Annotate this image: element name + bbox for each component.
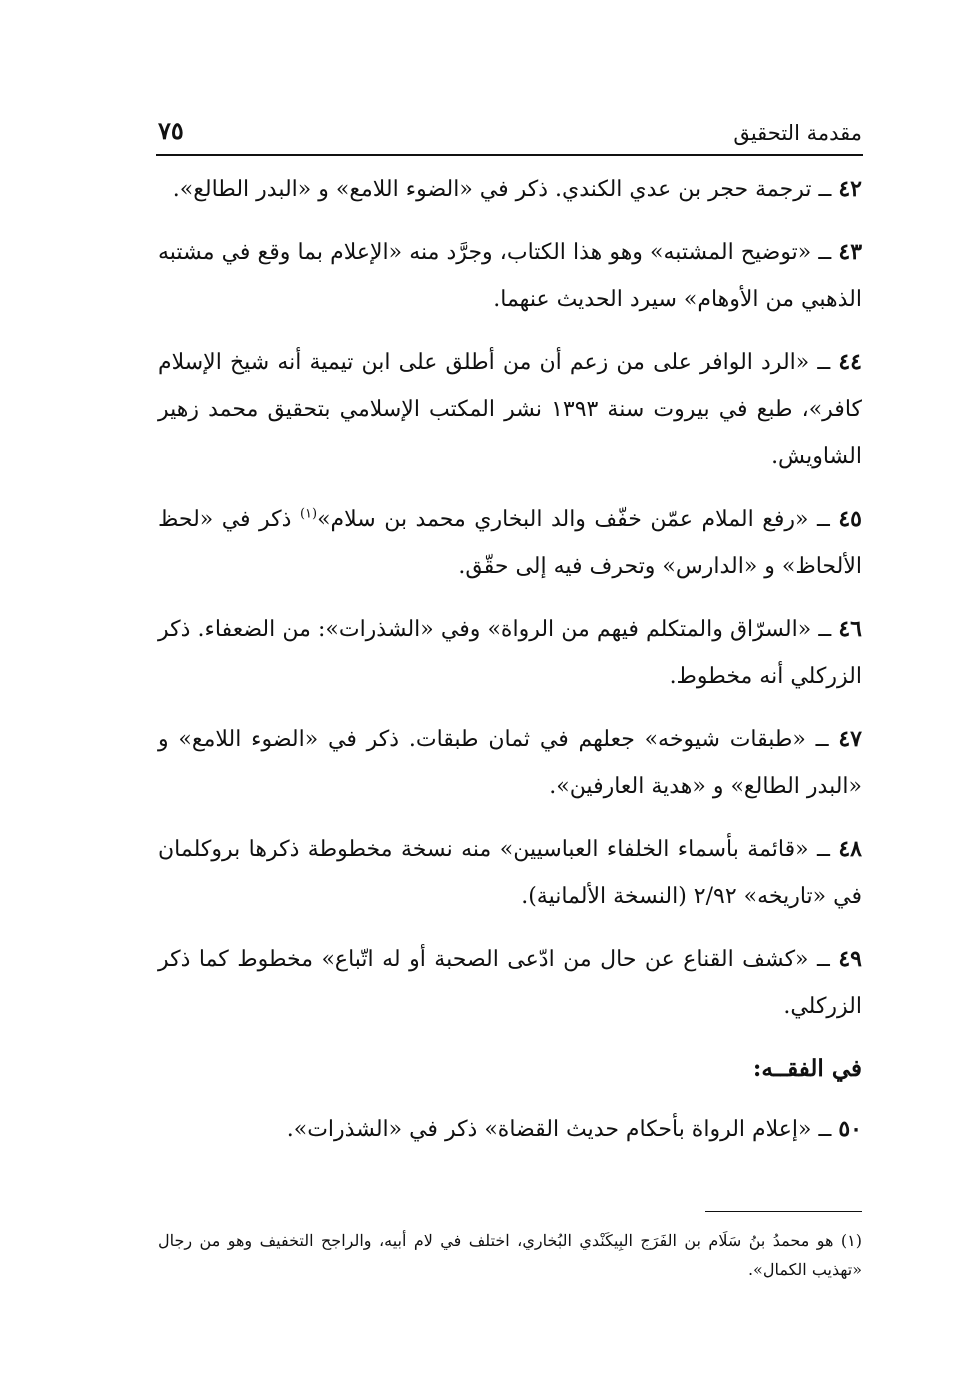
entry-48 xyxy=(158,826,862,920)
entry-number: ٥٠ xyxy=(838,1116,862,1142)
entry-44 xyxy=(158,339,862,480)
footnote xyxy=(158,1226,862,1284)
entry-42 xyxy=(158,166,862,213)
entry-number: ٤٣ xyxy=(838,239,863,265)
running-head xyxy=(158,112,862,152)
entry-text: ــ «توضيح المشتبه» وهو هذا الكتاب، وجرَّد منه «الإعلام بما وقع في مشتبه الذهبي من الأوهام» سيرد الحديث عنهما. xyxy=(158,240,862,312)
entry-number: ٤٥ xyxy=(838,506,862,532)
entry-text: ــ «السرّاق والمتكلم فيهم من الرواة» وفي «الشذرات»: من الضعفاء. ذكر الزركلي أنه مخطوط. xyxy=(158,617,862,689)
entry-text: ــ «الرد الوافر على من زعم أن من أطلق على ابن تيمية أنه شيخ الإسلام كافر»، طبع في بيروت سنة ١٣٩٣ نشر المكتب الإسلامي بتحقيق محمد زهير الشاويش. xyxy=(158,350,863,469)
main-text xyxy=(158,166,862,1169)
entry-number: ٤٧ xyxy=(838,726,862,752)
entry-number: ٤٦ xyxy=(838,616,862,642)
footnote-marker: (١) xyxy=(840,1231,862,1250)
entry-49 xyxy=(158,936,862,1030)
running-head-title: مقدمة التحقيق xyxy=(733,121,862,145)
entry-45 xyxy=(158,496,862,590)
entry-number: ٤٩ xyxy=(838,946,862,972)
entry-number: ٤٤ xyxy=(838,349,862,375)
entry-43 xyxy=(158,229,862,323)
entry-text: ــ «طبقات شيوخه» جعلهم في ثمان طبقات. ذكر في «الضوء اللامع» و «البدر الطالع» و «هدية العارفين». xyxy=(158,727,862,799)
entry-text: ــ «رفع الملام عمّن خفّف والد البخاري محمد بن سلام» xyxy=(317,507,830,532)
page-number: ٧٥ xyxy=(158,116,184,145)
footnote-text: هو محمدُ بنُ سَلَام بن الفَرَج البِيكَنْدي البُخاري، اختلف في لام أبيه، والراجح التخفيف وهو من رجال «تهذيب الكمال». xyxy=(158,1231,862,1279)
entry-47 xyxy=(158,716,862,810)
entry-text: ــ «كشف القناع عن حال من ادّعى الصحبة أو له اتّباع» مخطوط كما ذكر الزركلي. xyxy=(158,947,862,1019)
footnote-rule xyxy=(705,1211,862,1212)
entry-46 xyxy=(158,606,862,700)
header-rule xyxy=(156,154,863,156)
entry-text: ــ «قائمة بأسماء الخلفاء العباسيين» منه نسخة مخطوطة ذكرها بروكلمان في «تاريخه» ٢/٩٢ (النسخة الألمانية). xyxy=(158,837,862,909)
entry-50 xyxy=(158,1106,862,1153)
footnote-reference[interactable]: (١) xyxy=(299,506,318,522)
entry-text: ــ ترجمة حجر بن عدي الكندي. ذكر في «الضوء اللامع» و «البدر الطالع». xyxy=(172,177,832,202)
entry-text-continued: ذكر في «لحظ الألحاظ» و «الدارس» وتحرف فيه إلى حقّق. xyxy=(158,507,862,579)
entry-number: ٤٢ xyxy=(838,176,862,202)
section-heading-fiqh: في الفقــه: xyxy=(752,1055,862,1082)
entry-number: ٤٨ xyxy=(838,836,862,862)
entry-text: ــ «إعلام الرواة بأحكام حديث القضاة» ذكر في «الشذرات». xyxy=(286,1117,832,1142)
